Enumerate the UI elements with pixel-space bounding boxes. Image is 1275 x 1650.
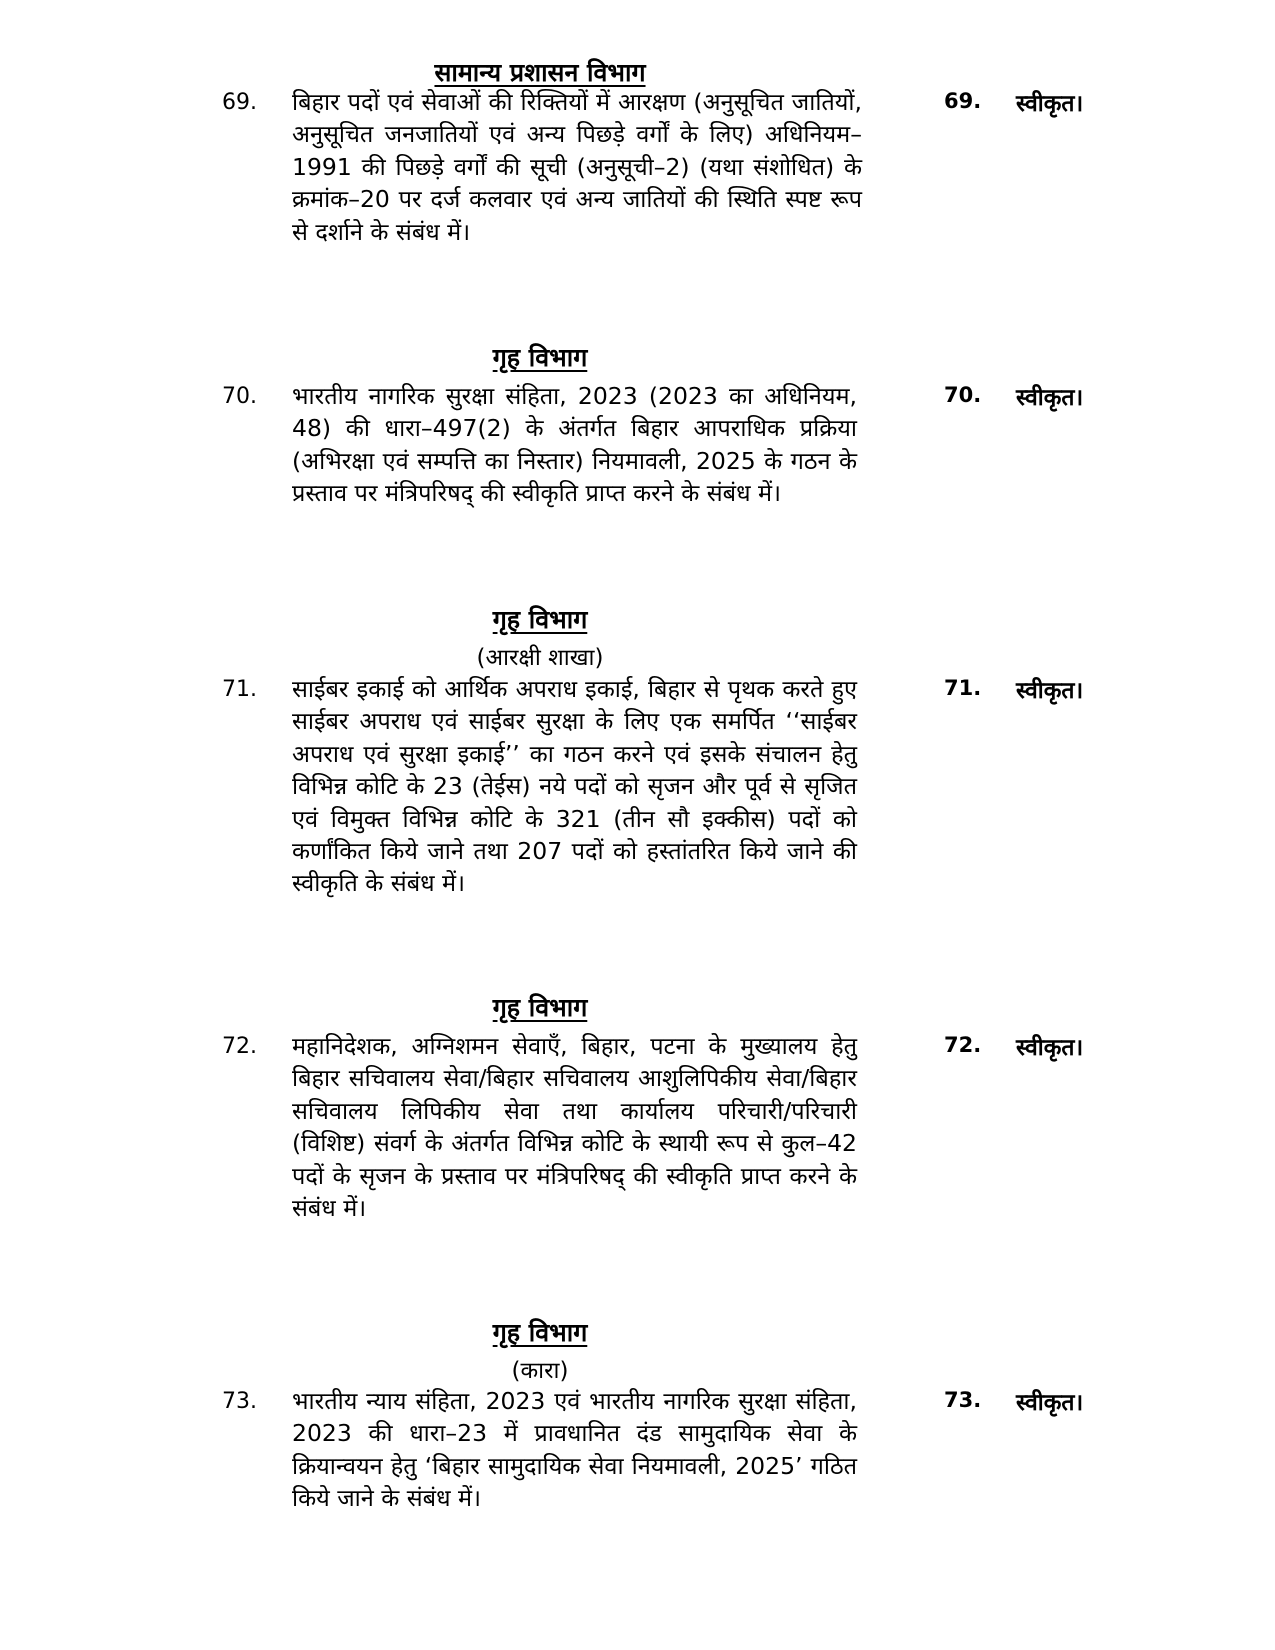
decision-status: स्वीकृत। bbox=[1016, 678, 1084, 704]
item-description: महानिदेशक, अग्निशमन सेवाएँ, बिहार, पटना के मुख्यालय हेतु बिहार सचिवालय सेवा/बिहार सचिवालय आशुलिपिकीय सेवा/बिहार सचिवालय लिपिकीय सेवा तथा कार्यालय परिचारी/परिचारी (विशिष्ट) संवर्ग के अंतर्गत विभिन्न कोटि के स्थायी रूप से कुल–42 पदों के सृजन के प्रस्ताव पर मंत्रिपरिषद् की स्वीकृति प्राप्त करने के संबंध में। bbox=[292, 1032, 857, 1223]
item-number: 71. bbox=[222, 677, 257, 702]
decision-number: 71. bbox=[944, 676, 982, 700]
item-number: 69. bbox=[222, 90, 257, 115]
decision-number: 72. bbox=[944, 1033, 982, 1057]
item-number: 73. bbox=[222, 1389, 257, 1414]
department-subheading: (आरक्षी शाखा) bbox=[476, 645, 604, 671]
decision-number: 69. bbox=[944, 89, 982, 113]
department-heading: गृह विभाग bbox=[492, 343, 588, 372]
decision-status: स्वीकृत। bbox=[1016, 1390, 1084, 1416]
item-description: भारतीय न्याय संहिता, 2023 एवं भारतीय नागरिक सुरक्षा संहिता, 2023 की धारा–23 में प्रावधानित दंड सामुदायिक सेवा के क्रियान्वयन हेतु ‘बिहार सामुदायिक सेवा नियमावली, 2025’ गठित किये जाने के संबंध में। bbox=[292, 1387, 857, 1513]
department-heading: गृह विभाग bbox=[492, 1318, 588, 1347]
item-description: बिहार पदों एवं सेवाओं की रिक्तियों में आरक्षण (अनुसूचित जातियों, अनुसूचित जनजातियों एवं अन्य पिछड़े वर्गों के लिए) अधिनियम–1991 की पिछड़े वर्गों की सूची (अनुसूची–2) (यथा संशोधित) के क्रमांक–20 पर दर्ज कलवार एवं अन्य जातियों की स्थिति स्पष्ट रूप से दर्शाने के संबंध में। bbox=[292, 88, 862, 246]
item-description: साईबर इकाई को आर्थिक अपराध इकाई, बिहार से पृथक करते हुए साईबर अपराध एवं साईबर सुरक्षा के लिए एक समर्पित ‘‘साईबर अपराध एवं सुरक्षा इकाई’’ का गठन करने एवं इसके संचालन हेतु विभिन्न कोटि के 23 (तेईस) नये पदों को सृजन और पूर्व से सृजित एवं विमुक्त विभिन्न कोटि के 321 (तीन सौ इक्कीस) पदों को कर्णांकित किये जाने तथा 207 पदों को हस्तांतरित किये जाने की स्वीकृति के संबंध में। bbox=[292, 675, 857, 898]
item-number: 70. bbox=[222, 384, 257, 409]
department-heading: गृह विभाग bbox=[492, 993, 588, 1022]
decision-number: 73. bbox=[944, 1388, 982, 1412]
decision-status: स्वीकृत। bbox=[1016, 91, 1084, 117]
item-description: भारतीय नागरिक सुरक्षा संहिता, 2023 (2023 का अधिनियम, 48) की धारा–497(2) के अंतर्गत बिहार आपराधिक प्रक्रिया (अभिरक्षा एवं सम्पत्ति का निस्तार) नियमावली, 2025 के गठन के प्रस्ताव पर मंत्रिपरिषद् की स्वीकृति प्राप्त करने के संबंध में। bbox=[292, 382, 857, 508]
item-number: 72. bbox=[222, 1034, 257, 1059]
department-heading: गृह विभाग bbox=[492, 605, 588, 634]
decision-status: स्वीकृत। bbox=[1016, 385, 1084, 411]
department-heading: सामान्य प्रशासन विभाग bbox=[434, 58, 646, 87]
decision-status: स्वीकृत। bbox=[1016, 1035, 1084, 1061]
decision-number: 70. bbox=[944, 383, 982, 407]
department-subheading: (कारा) bbox=[511, 1358, 569, 1384]
